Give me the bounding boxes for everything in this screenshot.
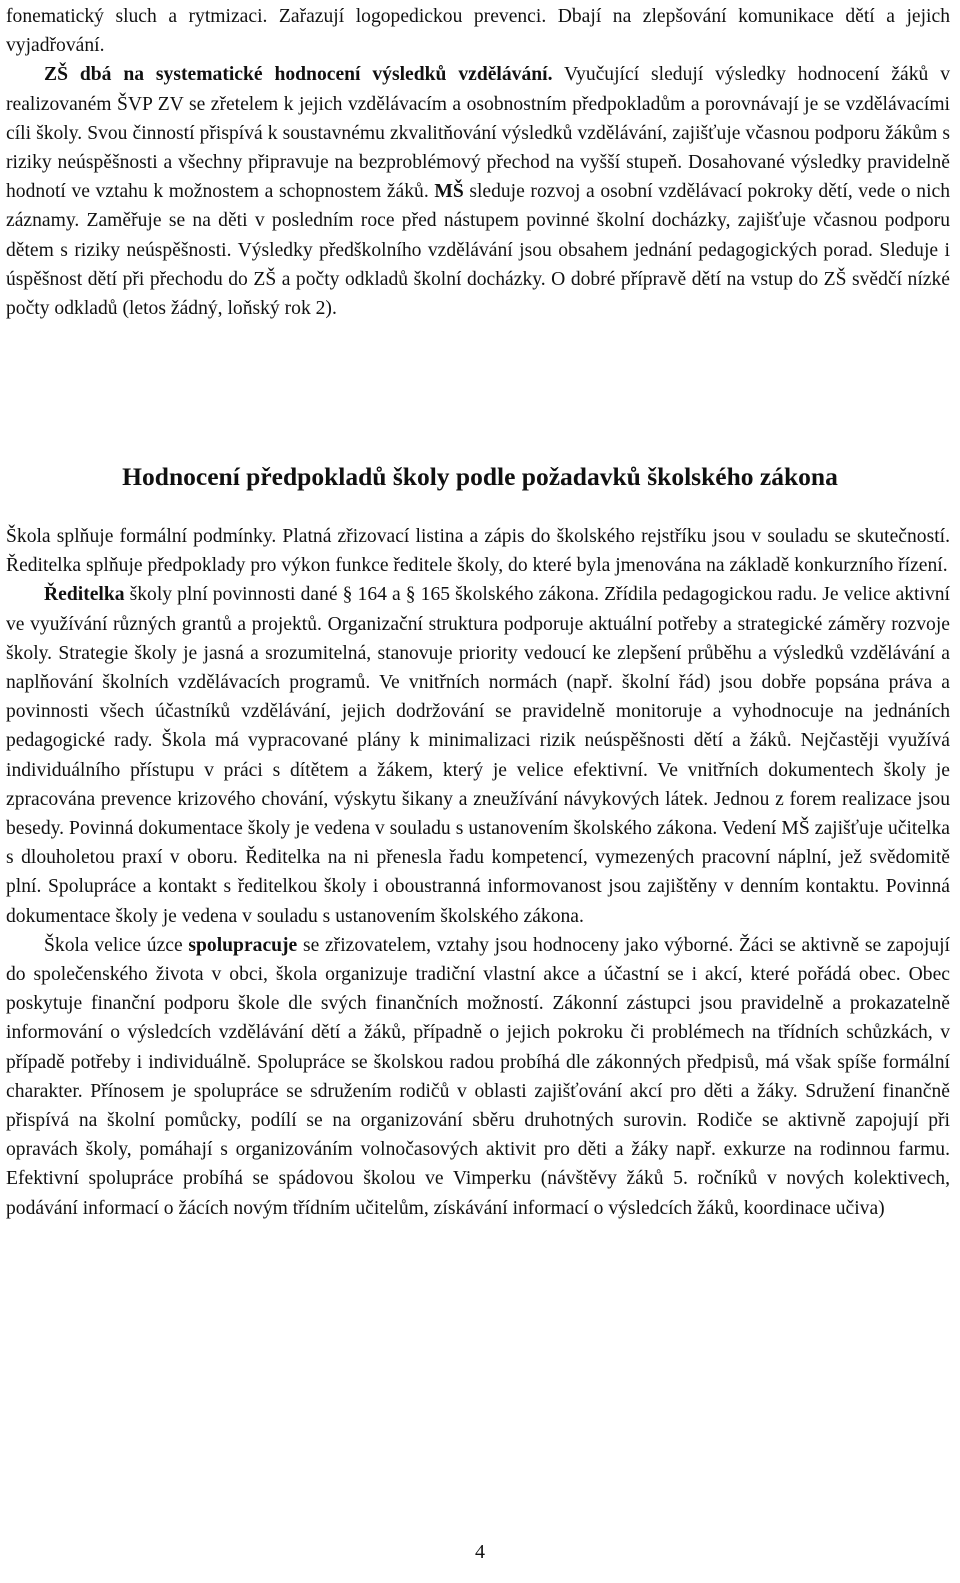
paragraph-cooperation	[6, 931, 950, 1223]
bold-run: ZŠ dbá na systematické hodnocení výsledků vzdělávání.	[44, 64, 553, 86]
paragraph-evaluation	[6, 60, 950, 323]
text-run: školy plní povinnosti dané § 164 a § 165 školského zákona. Zřídila pedagogickou radu. Je velice aktivní ve využívání různých grantů a projektů. Organizační struktura podporuje aktuální potřeby a strategické záměry rozvoje školy. Strategie školy je jasná a srozumitelná, stanovuje priority vedoucí ke zlepšení průběhu a výsledků vzdělávání a naplňování školních vzdělávacích programů. Ve vnitřních normách (např. školní řád) jsou dobře popsána práva a povinnosti všech účastníků vzdělávání, jejich dodržování se pravidelně monitoruje a vyhodnocuje na jednáních pedagogické rady. Škola má vypracované plány k minimalizaci rizik neúspěšnosti dětí a žáků. Nejčastěji využívá individuálního přístupu v práci s dítětem a žákem, který je velice efektivní. Ve vnitřních dokumentech školy je zpracována prevence krizového chování, výskytu šikany a zneužívání návykových látek. Jednou z forem realizace jsou besedy. Povinná dokumentace školy je vedena v souladu s ustanovením školského zákona. Vedení MŠ zajišťuje učitelka s dlouholetou praxí v oboru. Ředitelka na ni přenesla řadu kompetencí, vymezených pracovní náplní, jež svědomitě plní. Spolupráce a kontakt s ředitelkou školy i oboustranná informovanost jsou zajištěny v denním kontaktu. Povinná dokumentace školy je vedena v souladu s ustanovením školského zákona.	[6, 584, 950, 927]
bold-run: spolupracuje	[188, 934, 298, 956]
top-text-block	[6, 2, 950, 323]
bold-run: MŠ	[434, 181, 464, 203]
paragraph-formal-conditions: Škola splňuje formální podmínky. Platná zřizovací listina a zápis do školského rejstříku jsou v souladu se skutečností. Ředitelka splňuje předpoklady pro výkon funkce ředitele školy, do které byla jmenována na základě konkurzního řízení.	[6, 526, 950, 577]
section-heading: Hodnocení předpokladů školy podle požadavků školského zákona	[122, 462, 838, 491]
page-number: 4	[475, 1541, 485, 1563]
text-run: Škola velice úzce	[44, 934, 189, 956]
bold-run: Ředitelka	[44, 584, 125, 606]
paragraph-director	[6, 580, 950, 930]
text-run: sleduje rozvoj a osobní vzdělávací pokroky dětí, vede o nich záznamy. Zaměřuje se na děti v posledním roce před nástupem povinné školní docházky, zajišťuje včasnou podporu dětem s riziky neúspěšnosti. Výsledky předškolního vzdělávání jsou obsahem jednání pedagogických porad. Sleduje i úspěšnost dětí při přechodu do ZŠ a počty odkladů školní docházky. O dobré přípravě dětí na vstup do ZŠ svědčí nízké počty odkladů (letos žádný, loňský rok 2).	[6, 181, 951, 320]
text-run: Vyučující sledují výsledky hodnocení žáků v realizovaném ŠVP ZV se zřetelem k jejich vzdělávacím a osobnostním předpokladům a porovnávají je se vzdělávacími cíli školy. Svou činností přispívá k soustavnému zkvalitňování výsledků vzdělávání, zajišťuje včasnou podporu žákům s riziky neúspěšnosti a všechny připravuje na bezproblémový přechod na vyšší stupeň. Dosahované výsledky pravidelně hodnotí ve vztahu k možnostem a schopnostem žáků.	[6, 64, 950, 203]
paragraph-intro-end: fonematický sluch a rytmizaci. Zařazují logopedickou prevenci. Dbají na zlepšování komunikace dětí a jejich vyjadřování.	[6, 6, 950, 57]
bottom-text-block	[6, 522, 950, 1223]
text-run: se zřizovatelem, vztahy jsou hodnoceny jako výborné. Žáci se aktivně se zapojují do společenského života v obci, škola organizuje tradiční vlastní akce a účastní se i akcí, které pořádá obec. Obec poskytuje finanční podporu škole dle svých finančních možností. Zákonní zástupci jsou pravidelně a prokazatelně informování o výsledcích vzdělávání dětí a žáků, případně o jejich pokroku či problémech na třídních schůzkách, v případě potřeby i individuálně. Spolupráce se školskou radou probíhá dle zákonných předpisů, má však spíše formální charakter. Přínosem je spolupráce se sdružením rodičů v oblasti zajišťování akcí pro děti a žáky. Sdružení finančně přispívá na školní pomůcky, podílí se na organizování sběru druhotných surovin. Rodiče se aktivně zapojují při opravách školy, pomáhají s organizováním volnočasových aktivit pro děti a žáky např. exkurze na rodinnou farmu. Efektivní spolupráce probíhá se spádovou školou ve Vimperku (návštěvy žáků 5. ročníků v nových kolektivech, podávání informací o žácích novým třídním učitelům, získávání informací o výsledcích žáků, koordinace učiva)	[6, 934, 950, 1219]
